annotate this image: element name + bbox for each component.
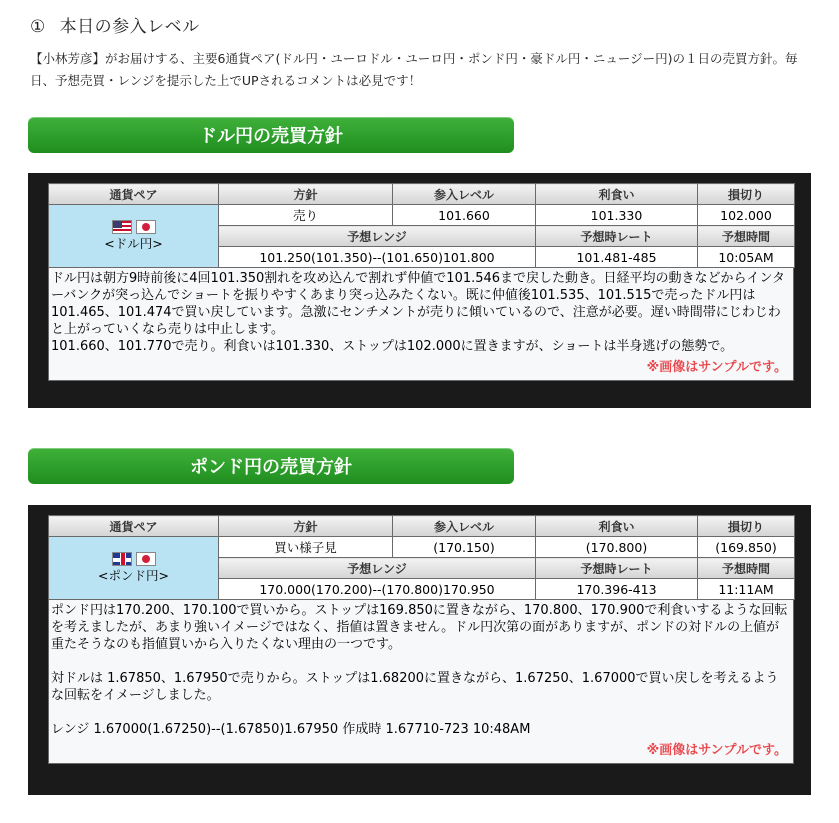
section-title: ドル円の売買方針 [199,126,343,147]
header-pair: 通貨ペア [49,184,219,205]
header-range: 予想レンジ [219,226,536,247]
pair-cell [49,205,219,268]
header-rate-at-forecast: 予想時レート [536,226,698,247]
panel-usdjpy [28,173,811,408]
comment-paragraph: 対ドルは 1.67850、1.67950で売りから。ストップは1.68200に置きながら、1.67250、1.67000で買い戻しを考えるような回転をイメージしました。 [51,671,779,703]
rate-at-forecast-value: 170.396-413 [536,579,698,600]
take-profit-value: 101.330 [536,205,698,226]
policy-value: 買い様子見 [219,537,393,558]
take-profit-value: (170.800) [536,537,698,558]
entry-value: 101.660 [393,205,536,226]
panel-gbpjpy [28,505,811,795]
header-take-profit: 利食い [536,516,698,537]
heading-number: ① [30,17,46,37]
entry-value: (170.150) [393,537,536,558]
sample-note: ※画像はサンプルです。 [646,360,787,375]
header-rate-at-forecast: 予想時レート [536,558,698,579]
header-stop-loss: 損切り [698,184,795,205]
forecast-table [48,515,795,600]
header-forecast-time: 予想時間 [698,226,795,247]
page-heading [30,12,200,37]
pair-label: <ドル円> [104,236,163,251]
comment-box [48,600,794,764]
comment-box [48,268,794,381]
jp-flag-icon [136,220,156,234]
section-title: ポンド円の売買方針 [190,457,352,478]
forecast-table [48,183,795,268]
intro-text: 【小林芳彦】がお届けする、主要6通貨ペア(ドル円・ユーロドル・ユーロ円・ポンド円・豪ドル円・ニュージー円)の１日の売買方針。毎日、予想売買・レンジを提示した上でUPされるコメントは必見です！ [30,51,798,88]
header-entry: 参入レベル [393,184,536,205]
header-policy: 方針 [219,184,393,205]
jp-flag-icon [136,552,156,566]
header-pair: 通貨ペア [49,516,219,537]
comment-paragraph: 101.660、101.770で売り。利食いは101.330、ストップは102.000に置きますが、ショートは半身逃げの態勢で。 [51,339,734,354]
forecast-time-value: 11:11AM [698,579,795,600]
uk-flag-icon [112,552,132,566]
comment-paragraph: レンジ 1.67000(1.67250)--(1.67850)1.67950 作成時 1.67710-723 10:48AM [51,722,531,737]
range-value: 101.250(101.350)--(101.650)101.800 [219,247,536,268]
stop-loss-value: 102.000 [698,205,795,226]
comment-spacer [51,704,791,721]
pair-cell [49,537,219,600]
pair-label: <ポンド円> [98,568,169,583]
header-forecast-time: 予想時間 [698,558,795,579]
header-stop-loss: 損切り [698,516,795,537]
header-entry: 参入レベル [393,516,536,537]
section-title-bar-gbpjpy [28,448,514,484]
heading-title: 本日の参入レベル [59,17,200,37]
rate-at-forecast-value: 101.481-485 [536,247,698,268]
comment-paragraph: ポンド円は170.200、170.100で買いから。ストップは169.850に置きながら、170.800、170.900で利食いするような回転を考えましたが、あまり強いイメージではなく、指値は置きません。ドル円次第の面がありますが、ポンドの対ドルの上値が重たそうなのも指値買いから入りたくない理由の一つです。 [51,603,788,652]
stop-loss-value: (169.850) [698,537,795,558]
comment-paragraph: ドル円は朝方9時前後に4回101.350割れを攻め込んで割れず仲値で101.546まで戻した動き。日経平均の動きなどからインターバンクが突っ込んでショートを振りやすくあまり突っ込みたくない。既に仲値後101.535、101.515で売ったドル円は101.465、101.474で買い戻しています。急激にセンチメントが売りに傾いているので、注意が必要。遅い時間帯にじわじわと上がっていくなら売りは中止します。 [51,271,786,337]
us-flag-icon [112,220,132,234]
range-value: 170.000(170.200)--(170.800)170.950 [219,579,536,600]
sample-note: ※画像はサンプルです。 [646,743,787,758]
policy-value: 売り [219,205,393,226]
forecast-time-value: 10:05AM [698,247,795,268]
header-range: 予想レンジ [219,558,536,579]
header-take-profit: 利食い [536,184,698,205]
header-policy: 方針 [219,516,393,537]
section-title-bar-usdjpy [28,117,514,153]
comment-spacer [51,653,791,670]
